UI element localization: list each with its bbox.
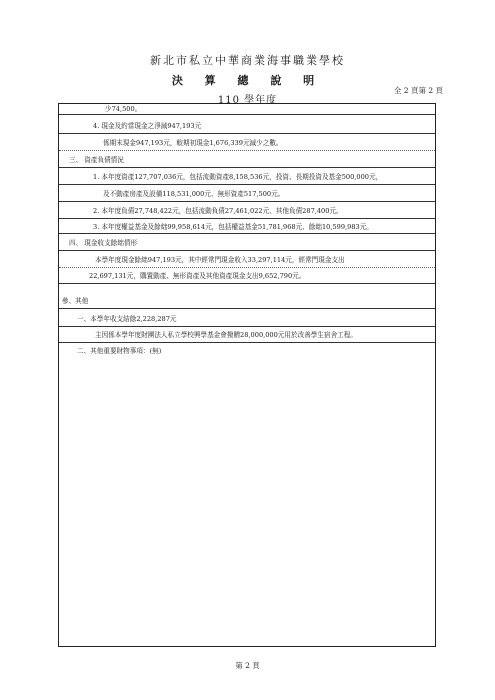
content-table (58, 103, 436, 647)
text-line: 少74,500。 (105, 105, 142, 113)
text-line: 係期末現金947,193元，較期初現金1,676,339元減少之數。 (103, 139, 283, 147)
row-divider (59, 308, 435, 309)
page-footer: 第 2 頁 (235, 661, 260, 670)
section-heading: 四、 現金收支餘絀情形 (69, 239, 138, 247)
text-line: 4. 現金及約當現金之淨減947,193元 (93, 122, 202, 130)
page-count: 全 2 頁第 2 頁 (393, 86, 443, 95)
row-divider (59, 114, 435, 115)
text-line: 及不動產房產及設備118,531,000元、無形資產517,500元。 (103, 190, 285, 198)
text-line: 本學年度現金餘絀947,193元，其中經常門現金收入33,297,114元，經常門現金支出 (95, 256, 345, 264)
row-divider (59, 250, 435, 251)
text-line: 1. 本年度資產127,707,036元，包括流動資產8,158,536元，投資、長期投資及基金500,000元， (93, 173, 383, 181)
row-divider (59, 267, 435, 268)
section-heading: 三、 資產負債情況 (69, 156, 124, 164)
document-title: 決 算 總 說 明 (171, 74, 324, 87)
text-line: 主因係本學年度財團法人私立學校興學基金會撥贈28,000,000元用於改善學生宿舍工程。 (95, 331, 357, 339)
row-divider (59, 167, 435, 168)
row-divider (59, 133, 435, 134)
text-line: 一、本學年收支結餘2,228,287元 (77, 315, 177, 323)
row-divider (59, 233, 435, 234)
row-divider (59, 342, 435, 343)
row-divider (59, 326, 435, 327)
row-divider (59, 184, 435, 185)
academic-year: 110 學年度 (217, 95, 278, 106)
text-line: 2. 本年度負債27,748,422元，包括流動負債27,461,022元、其他負債287,400元。 (93, 207, 343, 215)
text-line: 3. 本年度權益基金及餘絀99,958,614元，包括權益基金51,781,968元、餘絀10,599,983元。 (93, 223, 373, 231)
school-name: 新北市私立中華商業海事職業學校 (150, 54, 345, 67)
text-line: 22,697,131元，購置動產、無形資產及其他資產現金支出9,652,790元。 (89, 272, 306, 280)
section-heading: 參、其他 (62, 297, 89, 305)
row-divider (59, 150, 435, 151)
row-divider (59, 218, 435, 219)
row-divider (59, 283, 435, 284)
text-line: 二、其他重要財物事項：(無) (77, 347, 162, 355)
row-divider (59, 201, 435, 202)
